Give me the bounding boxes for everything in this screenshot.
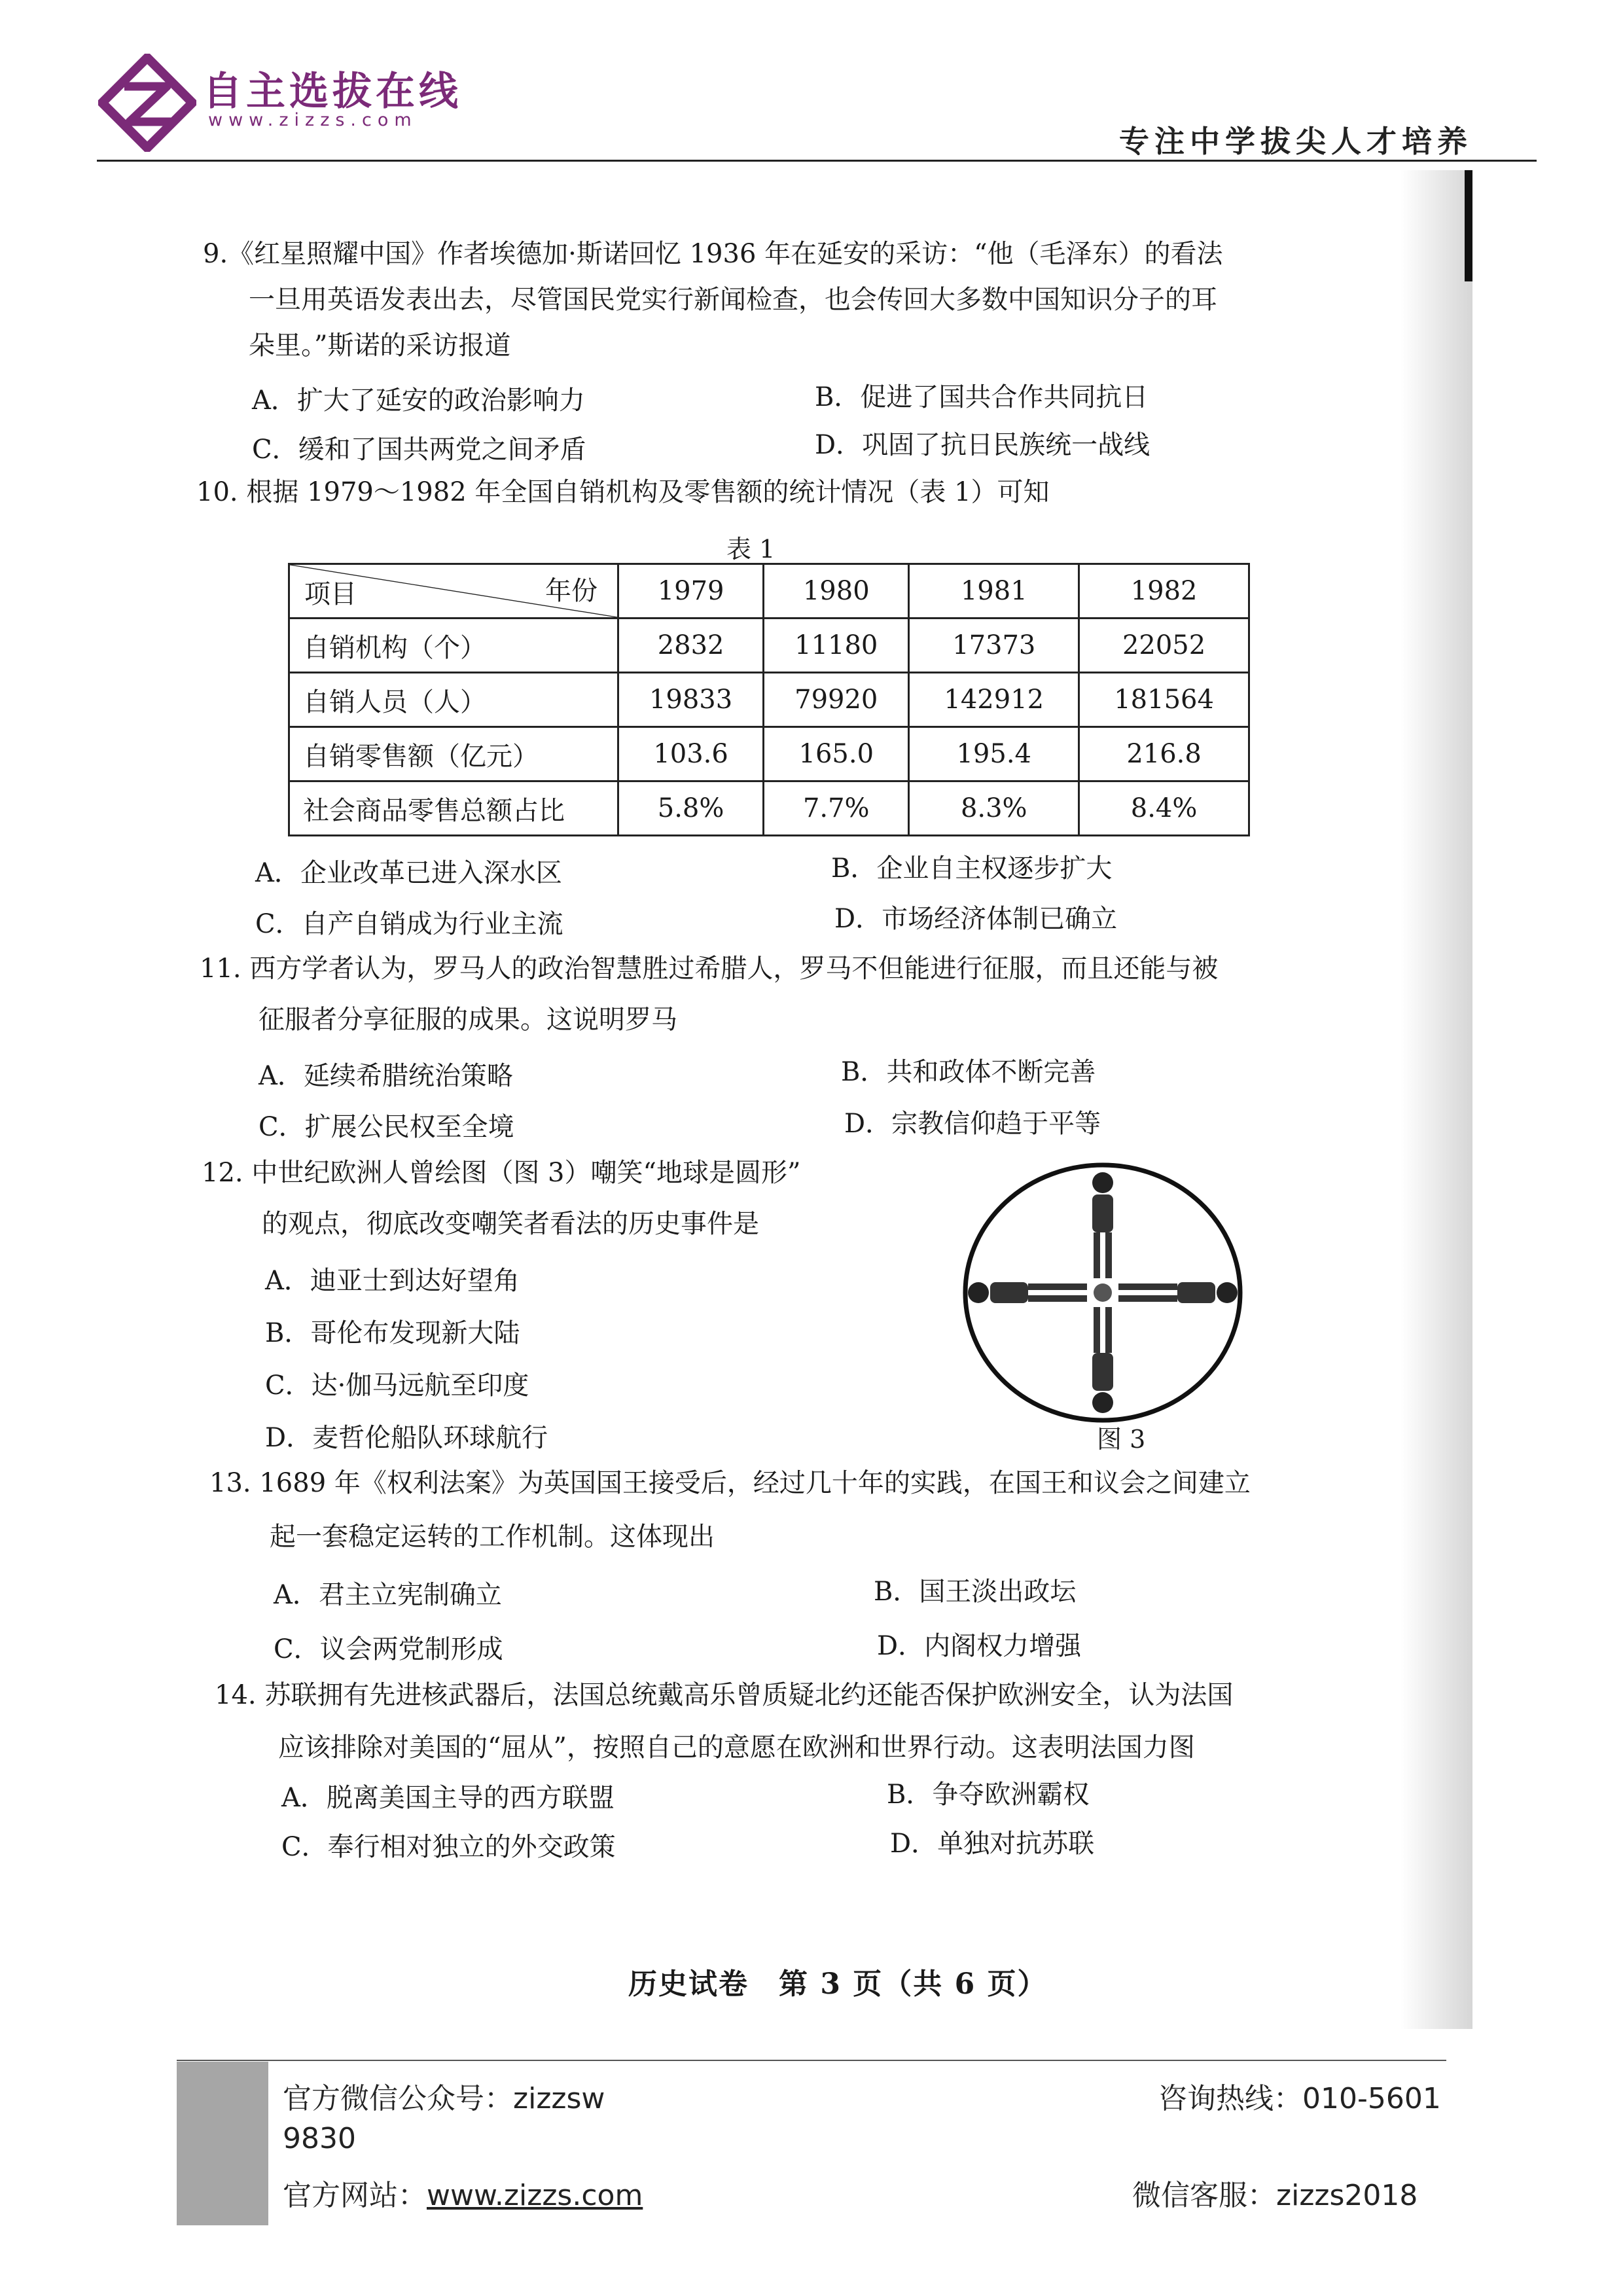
question-number: 12. bbox=[202, 1158, 243, 1188]
footer-divider bbox=[177, 2060, 1446, 2061]
question-number: 11. bbox=[200, 954, 241, 984]
corner-label-year: 年份 bbox=[545, 576, 597, 606]
row-label: 自销人员（人） bbox=[289, 673, 618, 727]
question-14-option-a[interactable]: A．脱离美国主导的西方联盟 bbox=[281, 1783, 615, 1813]
year-header: 1980 bbox=[764, 564, 909, 619]
question-10-option-d[interactable]: D．市场经济体制已确立 bbox=[834, 904, 1118, 934]
year-header: 1979 bbox=[618, 564, 764, 619]
scan-page-edge bbox=[1465, 170, 1472, 281]
consult-hotline: 咨询热线：010-5601 bbox=[1158, 2082, 1441, 2115]
table-cell: 142912 bbox=[909, 673, 1079, 727]
table-cell: 181564 bbox=[1079, 673, 1249, 727]
footer-gray-bar bbox=[177, 2062, 268, 2225]
corner-label-item: 项目 bbox=[304, 579, 357, 609]
question-11-stem-line-1: 11. 西方学者认为，罗马人的政治智慧胜过希腊人，罗马不但能进行征服，而且还能与被 bbox=[200, 954, 1219, 984]
website-link[interactable]: www.zizzs.com bbox=[427, 2179, 643, 2212]
question-13-option-c[interactable]: C．议会两党制形成 bbox=[274, 1634, 503, 1664]
question-11-option-a[interactable]: A．延续希腊统治策略 bbox=[259, 1061, 513, 1091]
question-14-option-b[interactable]: B．争夺欧洲霸权 bbox=[887, 1780, 1090, 1810]
question-number: 10. bbox=[196, 477, 238, 507]
table-cell: 103.6 bbox=[618, 727, 764, 781]
table-cell: 22052 bbox=[1079, 619, 1249, 673]
question-10-option-a[interactable]: A．企业改革已进入深水区 bbox=[255, 858, 562, 888]
table-cell: 8.3% bbox=[909, 781, 1079, 836]
wechat-customer-service: 微信客服：zizzs2018 bbox=[1132, 2179, 1418, 2212]
question-9-option-b[interactable]: B．促进了国共合作共同抗日 bbox=[815, 382, 1149, 412]
website-label: 官方网站： bbox=[283, 2179, 427, 2212]
table-1-title: 表 1 bbox=[726, 535, 776, 564]
year-header: 1982 bbox=[1079, 564, 1249, 619]
header-divider bbox=[97, 160, 1537, 162]
question-9-stem-line-2: 一旦用英语发表出去，尽管国民党实行新闻检查，也会传回大多数中国知识分子的耳 bbox=[249, 285, 1217, 315]
header-slogan: 专注中学拔尖人才培养 bbox=[1119, 124, 1472, 159]
site-logo bbox=[98, 54, 196, 152]
row-label: 自销机构（个） bbox=[289, 619, 618, 673]
question-12-option-d[interactable]: D．麦哲伦船队环球航行 bbox=[265, 1423, 548, 1453]
table-row bbox=[289, 781, 1249, 836]
question-12-option-a[interactable]: A．迪亚士到达好望角 bbox=[265, 1266, 520, 1296]
question-12-option-b[interactable]: B．哥伦布发现新大陆 bbox=[265, 1318, 520, 1348]
table-row bbox=[289, 727, 1249, 781]
brand-url: www.zizzs.com bbox=[208, 110, 418, 130]
question-11-option-b[interactable]: B．共和政体不断完善 bbox=[841, 1057, 1096, 1087]
question-14-option-c[interactable]: C．奉行相对独立的外交政策 bbox=[281, 1832, 616, 1862]
table-1 bbox=[288, 563, 1250, 836]
figure-3-caption: 图 3 bbox=[1097, 1425, 1146, 1454]
question-10-option-b[interactable]: B．企业自主权逐步扩大 bbox=[831, 853, 1113, 884]
table-cell: 165.0 bbox=[764, 727, 909, 781]
question-14-stem-line-1: 14. 苏联拥有先进核武器后，法国总统戴高乐曾质疑北约还能否保护欧洲安全，认为法国 bbox=[215, 1680, 1234, 1710]
figure-3-globe-illustration bbox=[952, 1155, 1253, 1430]
brand-name: 自主选拔在线 bbox=[203, 69, 462, 115]
table-cell: 19833 bbox=[618, 673, 764, 727]
year-header: 1981 bbox=[909, 564, 1079, 619]
question-number: 9. bbox=[203, 239, 228, 269]
question-13-option-b[interactable]: B．国王淡出政坛 bbox=[874, 1577, 1077, 1607]
row-label: 自销零售额（亿元） bbox=[289, 727, 618, 781]
question-10-option-c[interactable]: C．自产自销成为行业主流 bbox=[255, 909, 563, 939]
question-9-option-c[interactable]: C．缓和了国共两党之间矛盾 bbox=[252, 435, 586, 465]
table-header-row bbox=[289, 564, 1249, 619]
question-number: 13. bbox=[209, 1468, 251, 1498]
question-11-option-d[interactable]: D．宗教信仰趋于平等 bbox=[844, 1109, 1101, 1139]
page-number: 历史试卷 第 3 页（共 6 页） bbox=[628, 1967, 1048, 2001]
question-9-stem-line-3: 朵里。”斯诺的采访报道 bbox=[249, 331, 511, 361]
question-13-option-d[interactable]: D．内阁权力增强 bbox=[877, 1631, 1082, 1661]
table-cell: 8.4% bbox=[1079, 781, 1249, 836]
row-label: 社会商品零售总额占比 bbox=[289, 781, 618, 836]
table-cell: 7.7% bbox=[764, 781, 909, 836]
table-cell: 17373 bbox=[909, 619, 1079, 673]
table-cell: 195.4 bbox=[909, 727, 1079, 781]
question-11-stem-line-2: 征服者分享征服的成果。这说明罗马 bbox=[259, 1005, 677, 1035]
scan-shadow bbox=[1400, 170, 1472, 2029]
official-website bbox=[283, 2172, 643, 2214]
question-9-option-d[interactable]: D．巩固了抗日民族统一战线 bbox=[815, 430, 1150, 460]
question-12-option-c[interactable]: C．达·伽马远航至印度 bbox=[265, 1371, 529, 1401]
table-cell: 79920 bbox=[764, 673, 909, 727]
question-9-stem-line-1: 9.《红星照耀中国》作者埃德加·斯诺回忆 1936 年在延安的采访：“他（毛泽东）的看法 bbox=[203, 239, 1223, 269]
wechat-official-account-cont: 9830 bbox=[283, 2122, 356, 2155]
table-corner-cell bbox=[289, 564, 618, 619]
question-13-stem-line-1: 13. 1689 年《权利法案》为英国国王接受后，经过几十年的实践，在国王和议会之间建立 bbox=[209, 1468, 1251, 1498]
question-10-stem: 10. 根据 1979～1982 年全国自销机构及零售额的统计情况（表 1）可知 bbox=[196, 477, 1050, 507]
question-13-stem-line-2: 起一套稳定运转的工作机制。这体现出 bbox=[270, 1522, 715, 1552]
table-cell: 11180 bbox=[764, 619, 909, 673]
table-row bbox=[289, 673, 1249, 727]
wechat-official-account: 官方微信公众号：zizzsw bbox=[283, 2082, 605, 2115]
question-11-option-c[interactable]: C．扩展公民权至全境 bbox=[259, 1112, 514, 1142]
question-12-stem-line-1: 12. 中世纪欧洲人曾绘图（图 3）嘲笑“地球是圆形” bbox=[202, 1158, 801, 1188]
question-14-option-d[interactable]: D．单独对抗苏联 bbox=[890, 1829, 1095, 1859]
question-14-stem-line-2: 应该排除对美国的“屈从”，按照自己的意愿在欧洲和世界行动。这表明法国力图 bbox=[278, 1732, 1195, 1763]
table-row bbox=[289, 619, 1249, 673]
question-13-option-a[interactable]: A．君主立宪制确立 bbox=[274, 1580, 502, 1610]
question-12-stem-line-2: 的观点，彻底改变嘲笑者看法的历史事件是 bbox=[262, 1209, 759, 1239]
table-cell: 5.8% bbox=[618, 781, 764, 836]
question-9-option-a[interactable]: A．扩大了延安的政治影响力 bbox=[252, 386, 585, 416]
table-cell: 216.8 bbox=[1079, 727, 1249, 781]
table-cell: 2832 bbox=[618, 619, 764, 673]
question-number: 14. bbox=[215, 1680, 257, 1710]
